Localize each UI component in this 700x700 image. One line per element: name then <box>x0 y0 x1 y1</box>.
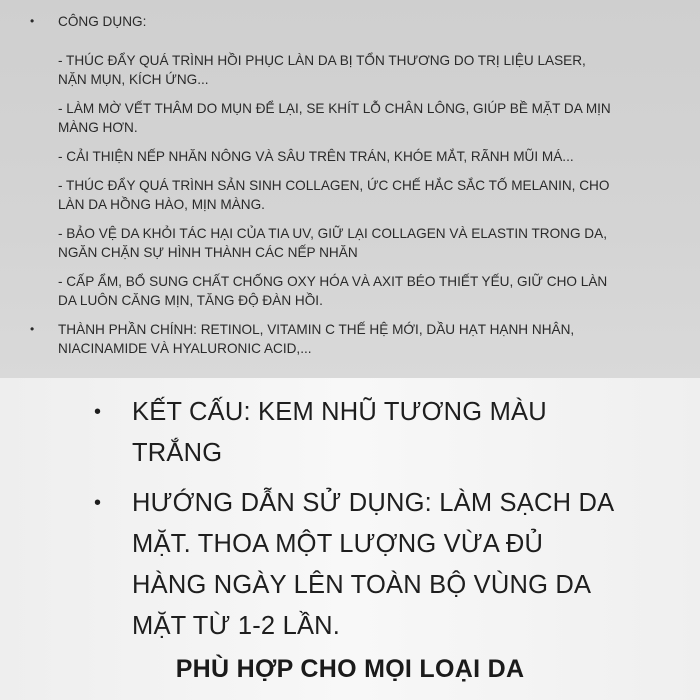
texture-line-1: KẾT CẤU: KEM NHŨ TƯƠNG MÀU <box>132 398 547 426</box>
footer-title: PHÙ HỢP CHO MỌI LOẠI DA <box>175 655 525 683</box>
heading-text: CÔNG DỤNG: <box>58 14 147 29</box>
benefit-5-line-1: - BẢO VỆ DA KHỎI TÁC HẠI CỦA TIA UV, GIỮ LẠI COLLAGEN VÀ ELASTIN TRONG DA, <box>58 226 607 241</box>
bullet-dot: • <box>30 14 35 28</box>
ingredients <box>26 320 672 358</box>
benefit-6-line-1: - CẤP ẨM, BỔ SUNG CHẤT CHỐNG OXY HÓA VÀ AXIT BÉO THIẾT YẾU, GIỮ CHO LÀN <box>58 274 608 289</box>
usage-line-3: HÀNG NGÀY LÊN TOÀN BỘ VÙNG DA <box>132 571 592 599</box>
benefit-1 <box>58 51 672 89</box>
usage-line-1: HƯỚNG DẪN SỬ DỤNG: LÀM SẠCH DA <box>132 489 615 517</box>
bullet-dot: • <box>94 401 102 423</box>
benefit-2-line-1: - LÀM MỜ VẾT THÂM DO MỤN ĐỂ LẠI, SE KHÍT LỖ CHÂN LÔNG, GIÚP BỀ MẶT DA MỊN <box>58 101 611 116</box>
usage-line-2: MẶT. THOA MỘT LƯỢNG VỪA ĐỦ <box>132 530 544 558</box>
usage-item <box>94 483 664 647</box>
big-bullet-list <box>94 392 664 647</box>
benefit-6-line-2: DA LUÔN CĂNG MỊN, TĂNG ĐỘ ĐÀN HỒI. <box>58 293 323 308</box>
benefit-5-line-2: NGĂN CHẶN SỰ HÌNH THÀNH CÁC NẾP NHĂN <box>58 245 358 260</box>
benefit-1-line-2: NẶN MỤN, KÍCH ỨNG... <box>58 72 209 87</box>
texture-line-2: TRẮNG <box>132 439 223 467</box>
benefit-1-line-1: - THÚC ĐẨY QUÁ TRÌNH HỒI PHỤC LÀN DA BỊ TỔN THƯƠNG DO TRỊ LIỆU LASER, <box>58 53 586 68</box>
benefit-2 <box>58 99 672 137</box>
ingredients-line-1: THÀNH PHẦN CHÍNH: RETINOL, VITAMIN C THẾ HỆ MỚI, DẦU HẠT HẠNH NHÂN, <box>58 322 575 337</box>
bullet-dot: • <box>30 322 35 336</box>
benefit-2-line-2: MÀNG HƠN. <box>58 120 138 135</box>
usage-line-4: MẶT TỪ 1-2 LẦN. <box>132 612 341 640</box>
benefit-4-line-1: - THÚC ĐẨY QUÁ TRÌNH SẢN SINH COLLAGEN, ỨC CHẾ HẮC SẮC TỐ MELANIN, CHO <box>58 178 610 193</box>
heading-cong-dung <box>26 12 672 31</box>
benefit-3 <box>58 147 672 166</box>
benefit-5 <box>58 224 672 262</box>
benefit-4-line-2: LÀN DA HỒNG HÀO, MỊN MÀNG. <box>58 197 265 212</box>
benefit-3-line-1: - CẢI THIỆN NẾP NHĂN NÔNG VÀ SÂU TRÊN TRÁN, KHÓE MẮT, RÃNH MŨI MÁ... <box>58 149 574 164</box>
texture-item <box>94 392 664 474</box>
benefit-4 <box>58 176 672 214</box>
bullet-dot: • <box>94 492 102 514</box>
ingredients-line-2: NIACINAMIDE VÀ HYALURONIC ACID,... <box>58 341 312 356</box>
benefit-6 <box>58 272 672 310</box>
